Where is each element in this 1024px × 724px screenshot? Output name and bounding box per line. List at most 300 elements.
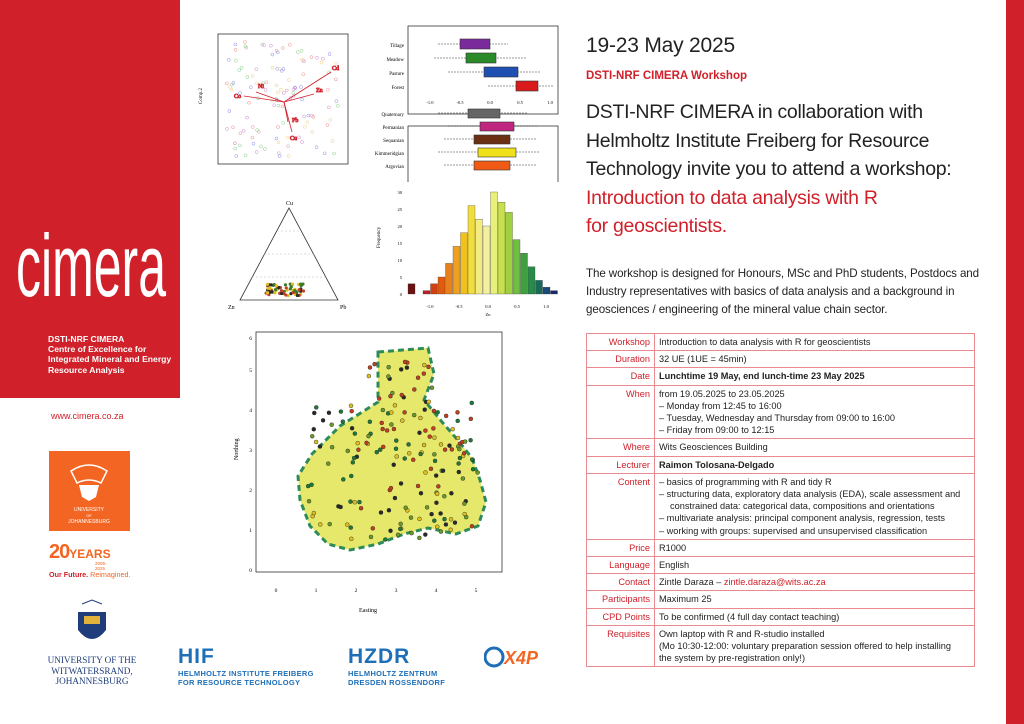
map-point (367, 434, 371, 438)
table-row (587, 539, 975, 556)
ternary-point (284, 283, 287, 286)
ternary-point (298, 288, 301, 291)
map-point (392, 427, 396, 431)
map-point (411, 458, 415, 462)
map-point (439, 511, 443, 515)
histogram-bar (476, 219, 483, 294)
box-tick: 0.5 (517, 100, 523, 105)
map-point (430, 512, 434, 516)
map-point (404, 506, 408, 510)
ternary-point (266, 291, 269, 294)
map-point (330, 445, 334, 449)
row-value: R1000 (655, 539, 975, 556)
map-point (359, 506, 363, 510)
hist-ytick: 20 (397, 224, 402, 229)
map-ytick: 2 (249, 488, 252, 494)
map-point (451, 427, 455, 431)
row-key: Duration (587, 351, 655, 368)
map-point (429, 467, 433, 471)
histogram-bar (423, 291, 430, 294)
website-link[interactable]: www.cimera.co.za (51, 411, 124, 421)
map-point (369, 535, 373, 539)
histogram-bar (491, 192, 498, 294)
hist-xtick: 0.0 (485, 304, 491, 309)
row-value: Maximum 25 (655, 591, 975, 608)
table-row (587, 334, 975, 351)
map-point (348, 500, 352, 504)
row-key: Participants (587, 591, 655, 608)
map-point (449, 517, 453, 521)
map-point (399, 522, 403, 526)
map-point (432, 519, 436, 523)
map-point (456, 410, 460, 414)
map-point (351, 460, 355, 464)
map-point (416, 484, 420, 488)
map-point (371, 526, 375, 530)
x4p-icon (484, 645, 560, 669)
cimera-logo-text: cimera (16, 218, 167, 313)
table-row (587, 473, 975, 539)
row-value: Introduction to data analysis with R for geoscientists (655, 334, 975, 351)
map-point (453, 521, 457, 525)
map-point (432, 436, 436, 440)
map-point (469, 438, 473, 442)
row-value: English (655, 557, 975, 574)
biplot-label: Co (234, 94, 242, 100)
map-point (399, 367, 403, 371)
svg-text:OF: OF (86, 513, 92, 518)
row-value: Lunchtime 19 May, end lunch-time 23 May 2025 (655, 368, 975, 385)
row-key: Language (587, 557, 655, 574)
map-point (422, 443, 426, 447)
map-point (431, 426, 435, 430)
row-value: – basics of programming with R and tidy R – structuring data, exploratory data analysis (EDA), scale assessment and constrained data: categorical data, compositions and orientations – multivariate analysis: principal component analysis, regression, tests – working with groups: supervised and unsupervised classification (655, 473, 975, 539)
svg-text:JOHANNESBURG: JOHANNESBURG (68, 519, 110, 525)
ternary-point (296, 294, 299, 297)
table-row (587, 368, 975, 385)
ternary-point (270, 290, 273, 293)
map-point (339, 410, 343, 414)
map-point (353, 432, 357, 436)
map-point (395, 454, 399, 458)
map-point (356, 441, 360, 445)
table-row (587, 456, 975, 473)
histogram-bars (408, 192, 558, 294)
histogram-bar (446, 263, 453, 294)
map-point (457, 447, 461, 451)
map-point (389, 410, 393, 414)
cimera-logo (14, 218, 169, 313)
map-point (321, 418, 325, 422)
map-point (412, 388, 416, 392)
map-point (381, 427, 385, 431)
boxplot-label: Meadow (386, 58, 404, 63)
map-point (432, 452, 436, 456)
ternary-point (299, 283, 302, 286)
map-point (422, 372, 426, 376)
map-point (378, 448, 382, 452)
map-ytick: 5 (249, 368, 252, 374)
histogram-bar (453, 246, 460, 294)
map-xtick: 2 (354, 588, 358, 594)
biplot-label: Zn (316, 88, 323, 94)
subtitle-line: Centre of Excellence for (48, 344, 147, 355)
map-point (432, 409, 436, 413)
map-point (423, 470, 427, 474)
contact-email-link[interactable]: zintle.daraza@wits.ac.za (723, 577, 826, 588)
map-point (436, 410, 440, 414)
map-point (423, 408, 427, 412)
map-figure (228, 330, 514, 614)
hist-xlabel: Zn (485, 312, 491, 317)
hist-ytick: 10 (397, 258, 402, 263)
map-point (442, 517, 446, 521)
boxplot-label: Forest (391, 86, 404, 91)
cimera-subtitle (48, 334, 178, 375)
map-point (439, 530, 443, 534)
map-point (314, 405, 318, 409)
hist-xtick: -1.0 (426, 304, 434, 309)
histogram-bar (498, 202, 505, 294)
hist-ylabel: Frequency (377, 226, 382, 248)
boxplot-label: Kimmeridgian (374, 152, 404, 157)
map-xlabel: Easting (359, 608, 377, 614)
workshop-title-line: for geoscientists. (586, 215, 727, 237)
map-point (312, 427, 316, 431)
wits-logo: UNIVERSITY OF THE WITWATERSRAND, JOHANNESBURG (37, 598, 147, 687)
map-point (469, 417, 473, 421)
map-point (357, 500, 361, 504)
map-point (386, 374, 390, 378)
map-ylabel: Northing (234, 438, 240, 460)
map-point (314, 440, 318, 444)
map-point (461, 477, 465, 481)
box-tick: -0.5 (456, 100, 464, 105)
map-point (403, 360, 407, 364)
map-point (392, 463, 396, 467)
histogram-bar (438, 277, 445, 294)
histogram-bar (431, 284, 438, 294)
biplot-figure (196, 22, 368, 180)
map-point (405, 366, 409, 370)
map-point (428, 435, 432, 439)
map-point (470, 524, 474, 528)
map-point (444, 523, 448, 527)
map-point (375, 450, 379, 454)
map-point (449, 491, 453, 495)
map-point (368, 420, 372, 424)
map-point (403, 457, 407, 461)
x4p-logo (484, 645, 560, 674)
map-point (393, 403, 397, 407)
map-point (418, 517, 422, 521)
map-point (449, 528, 453, 532)
map-point (457, 470, 461, 474)
map-point (463, 440, 467, 444)
map-point (412, 413, 416, 417)
map-point (436, 484, 440, 488)
map-point (380, 421, 384, 425)
ternary-point (274, 288, 277, 291)
histogram-bar (536, 280, 543, 294)
map-point (394, 439, 398, 443)
map-point (349, 474, 353, 478)
map-point (389, 529, 393, 533)
row-value: Wits Geosciences Building (655, 439, 975, 456)
map-point (407, 442, 411, 446)
histogram-bar (528, 267, 535, 294)
ternary-point (293, 289, 296, 292)
map-point (419, 491, 423, 495)
row-key: Workshop (587, 334, 655, 351)
map-ytick: 0 (249, 568, 252, 574)
map-xtick: 0 (274, 588, 278, 594)
map-point (312, 411, 316, 415)
map-point (318, 522, 322, 526)
row-value: Zintle Daraza – zintle.daraza@wits.ac.za (655, 574, 975, 591)
map-point (400, 419, 404, 423)
map-point (442, 494, 446, 498)
hzdr-logo: HZDR HELMHOLTZ ZENTRUM DRESDEN ROSSENDORF (348, 645, 446, 687)
ternary-point (268, 287, 271, 290)
map-point (326, 462, 330, 466)
map-point (312, 511, 316, 515)
map-point (349, 404, 353, 408)
workshop-description: The workshop is designed for Honours, MSc and PhD students, Postdocs and Industry representatives with basics of data analysis and a background in geosciences / engineering of the mineral value chain sector. (586, 267, 980, 316)
histogram-bar (513, 240, 520, 294)
uj-crest-icon (49, 451, 130, 531)
hist-ytick: 25 (397, 207, 402, 212)
map-point (416, 376, 420, 380)
hist-xtick: -0.5 (455, 304, 463, 309)
map-point (435, 525, 439, 529)
map-ytick: 1 (249, 528, 252, 534)
workshop-title-line: Introduction to data analysis with R (586, 186, 878, 209)
right-red-stripe (1006, 0, 1024, 724)
map-point (471, 467, 475, 471)
event-date: 19-23 May 2025 (586, 34, 735, 57)
box-tick: 0.0 (487, 100, 493, 105)
map-point (434, 501, 438, 505)
biplot-label: Ni (258, 84, 264, 90)
map-point (387, 365, 391, 369)
subtitle-line: DSTI-NRF CIMERA (48, 334, 125, 344)
map-point (433, 459, 437, 463)
map-ytick: 6 (249, 336, 252, 342)
row-key: Content (587, 473, 655, 539)
row-key: Requisites (587, 625, 655, 667)
map-point (350, 409, 354, 413)
map-point (398, 527, 402, 531)
ternary-point (280, 289, 283, 292)
ternary-point (285, 286, 288, 289)
ternary-point (291, 282, 294, 285)
map-point (349, 526, 353, 530)
row-key: Where (587, 439, 655, 456)
row-key: CPD Points (587, 608, 655, 625)
map-point (464, 515, 468, 519)
map-point (450, 447, 454, 451)
ternary-point (290, 285, 293, 288)
map-point (409, 516, 413, 520)
ternary-figure (224, 196, 354, 314)
intro-line: Helmholtz Institute Freiberg for Resource (586, 129, 930, 152)
map-point (389, 486, 393, 490)
subtitle-line: Integrated Mineral and Energy (48, 354, 172, 365)
subtitle-line: Resource Analysis (48, 364, 125, 375)
map-point (447, 444, 451, 448)
map-point (435, 492, 439, 496)
map-point (349, 537, 353, 541)
map-point (341, 477, 345, 481)
biplot-label: Cu (290, 136, 298, 142)
intro-line: DSTI-NRF CIMERA in collaboration with (586, 101, 923, 123)
map-ytick: 3 (249, 448, 252, 454)
map-point (444, 414, 448, 418)
svg-text:UNIVERSITY: UNIVERSITY (73, 507, 105, 513)
row-key: Contact (587, 574, 655, 591)
hist-xtick: 1.0 (543, 304, 549, 309)
map-point (417, 431, 421, 435)
map-point (383, 538, 387, 542)
map-point (367, 374, 371, 378)
map-point (462, 451, 466, 455)
map-point (381, 408, 385, 412)
hist-ytick: 15 (397, 241, 402, 246)
ternary-point (302, 289, 305, 292)
map-point (394, 447, 398, 451)
map-point (456, 436, 460, 440)
map-point (462, 502, 466, 506)
ternary-points (265, 282, 306, 297)
box-tick: 1.0 (547, 100, 553, 105)
map-point (389, 422, 393, 426)
hist-ytick: 0 (399, 292, 402, 297)
table-row (587, 439, 975, 456)
intro-line: Technology invite you to attend a workshop: (586, 158, 952, 180)
row-value: from 19.05.2025 to 23.05.2025 – Monday from 12:45 to 16:00 – Tuesday, Wednesday and Thursday from 09:00 to 16:00 – Friday from 09:00 to 12:15 (655, 385, 975, 439)
biplot-ylabel: Comp.2 (199, 88, 204, 104)
row-value: Own laptop with R and R-studio installed (Mo 10:30-12:00: voluntary preparation session offered to help installing the system by pre-registration only!) (655, 625, 975, 667)
table-row (587, 574, 975, 591)
map-point (427, 400, 431, 404)
map-point (364, 441, 368, 445)
boxplot-figure (368, 22, 566, 182)
map-point (456, 419, 460, 423)
map-point (422, 363, 426, 367)
table-row (587, 557, 975, 574)
map-point (350, 426, 354, 430)
map-xtick: 4 (434, 588, 438, 594)
ternary-label: Cu (286, 201, 294, 207)
histogram-bar (506, 212, 513, 294)
map-point (470, 458, 474, 462)
map-point (441, 469, 445, 473)
ternary-label: Zn (228, 305, 235, 311)
map-point (443, 448, 447, 452)
map-point (373, 362, 377, 366)
map-xtick: 1 (314, 588, 318, 594)
hist-ytick: 5 (399, 275, 402, 280)
map-point (379, 511, 383, 515)
ternary-point (270, 283, 273, 286)
map-point (423, 533, 427, 537)
map-xtick: 5 (474, 588, 478, 594)
row-key: When (587, 385, 655, 439)
histogram-bar (551, 291, 558, 294)
map-point (427, 365, 431, 369)
map-point (396, 533, 400, 537)
row-value: 32 UE (1UE = 45min) (655, 351, 975, 368)
map-point (399, 481, 403, 485)
map-point (318, 444, 322, 448)
hif-logo: HIF HELMHOLTZ INSTITUTE FREIBERG FOR RESOURCE TECHNOLOGY (178, 645, 314, 687)
histogram-figure (372, 178, 562, 318)
map-point (310, 483, 314, 487)
map-point (328, 522, 332, 526)
map-point (368, 365, 372, 369)
map-point (330, 423, 334, 427)
map-point (352, 456, 356, 460)
boxplot-label: Sequanian (383, 139, 404, 144)
row-value: Raimon Tolosana-Delgado (655, 456, 975, 473)
biplot-label: Pb (292, 118, 299, 124)
map-point (476, 471, 480, 475)
ternary-point (273, 291, 276, 294)
map-point (353, 500, 357, 504)
map-point (434, 474, 438, 478)
uj-20-years-badge: 20YEARS 2005-2025 Our Future. Reimagined. (49, 541, 131, 579)
map-point (410, 531, 414, 535)
map-point (423, 429, 427, 433)
row-value: To be confirmed (4 full day contact teaching) (655, 608, 975, 625)
map-point (418, 416, 422, 420)
map-point (457, 462, 461, 466)
histogram-bar (468, 206, 475, 294)
boxplot-label: Quaternary (381, 113, 404, 118)
map-point (377, 397, 381, 401)
map-point (439, 442, 443, 446)
biplot-label: Cd (332, 66, 340, 72)
map-point (419, 452, 423, 456)
boxplot-label: Pasture (389, 72, 404, 77)
map-point (356, 448, 360, 452)
table-row (587, 351, 975, 368)
map-point (403, 410, 407, 414)
row-key: Date (587, 368, 655, 385)
map-xtick: 3 (394, 588, 398, 594)
boxplot-label: Argovian (385, 165, 404, 170)
intro-text (586, 98, 986, 241)
box-tick: -1.0 (426, 100, 434, 105)
map-point (458, 456, 462, 460)
row-key: Price (587, 539, 655, 556)
boxplot-label: Tillage (390, 44, 404, 49)
map-point (327, 411, 331, 415)
map-point (310, 434, 314, 438)
histogram-bar (543, 287, 550, 294)
hist-ytick: 30 (397, 190, 402, 195)
wits-crest-icon (72, 598, 112, 650)
map-point (470, 401, 474, 405)
ternary-point (266, 283, 269, 286)
map-point (430, 386, 434, 390)
map-point (385, 428, 389, 432)
histogram-bar (408, 284, 415, 294)
map-point (336, 504, 340, 508)
map-point (346, 449, 350, 453)
table-row (587, 625, 975, 667)
